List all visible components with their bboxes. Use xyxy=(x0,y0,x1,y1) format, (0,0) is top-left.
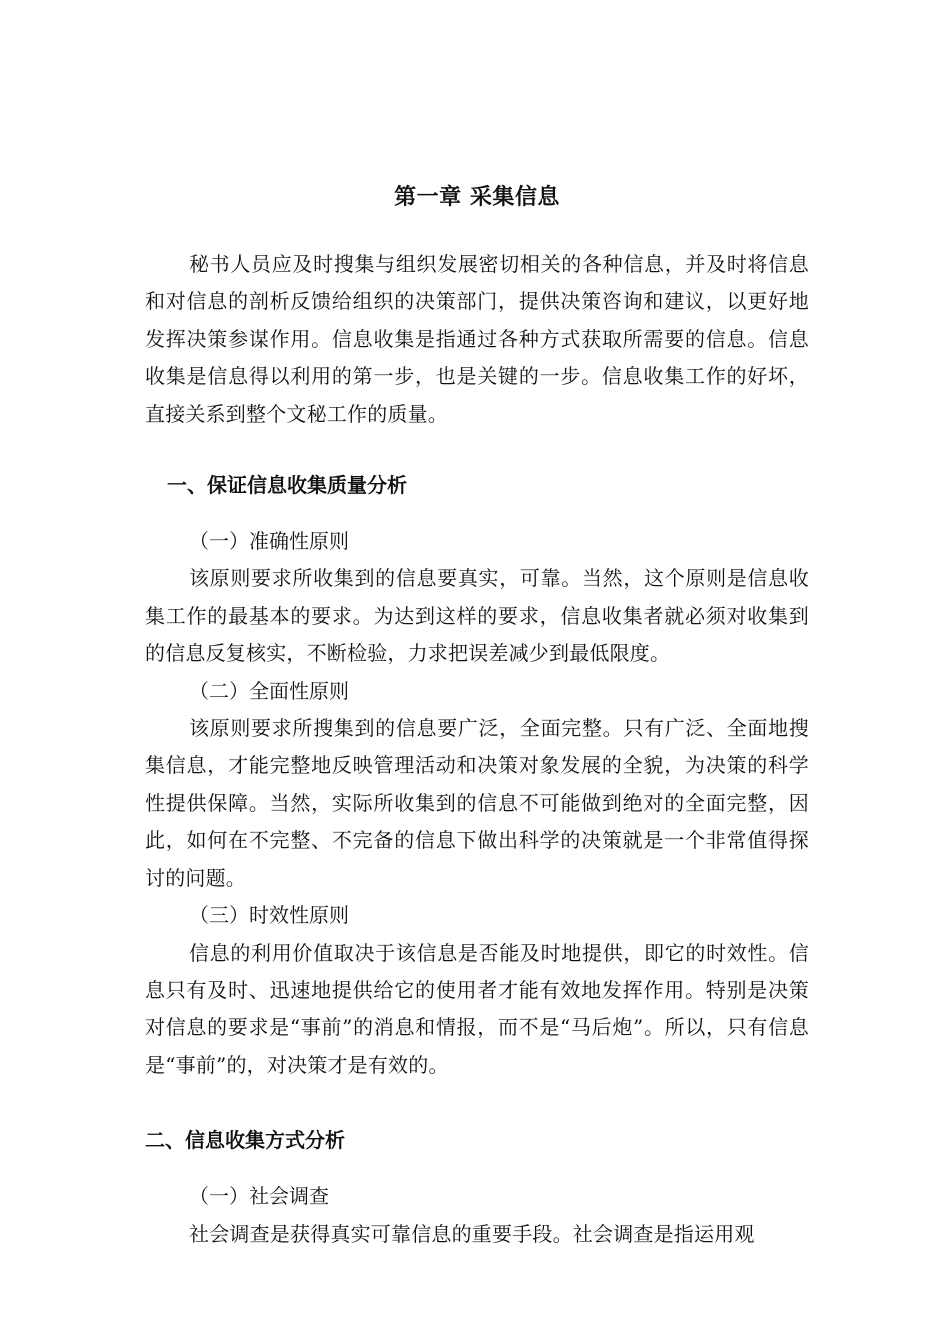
section-2-item-1-title: （一）社会调查 xyxy=(189,1184,329,1209)
section-2-item-1-text: 社会调查是获得真实可靠信息的重要手段。社会调查是指运用观 xyxy=(189,1221,755,1246)
section-1-item-3-text: 信息的利用价值取决于该信息是否能及时地提供，即它的时效性。信息只有及时、迅速地提供给它的使用者才能有效地发挥作用。特别是决策对信息的要求是“事前”的消息和情报，而不是“马后炮”。所以，只有信息是“事前”的，对决策才是有效的。 xyxy=(145,940,809,1077)
section-1-item-2-text: 该原则要求所搜集到的信息要广泛，全面完整。只有广泛、全面地搜集信息，才能完整地反映管理活动和决策对象发展的全貌，为决策的科学性提供保障。当然，实际所收集到的信息不可能做到绝对的全面完整，因此，如何在不完整、不完备的信息下做出科学的决策就是一个非常值得探讨的问题。 xyxy=(145,716,809,890)
section-1-item-1-title: （一）准确性原则 xyxy=(189,529,349,554)
chapter-title: 第一章 采集信息 xyxy=(394,185,560,210)
section-1-heading: 一、保证信息收集质量分析 xyxy=(167,473,407,498)
section-2-heading: 二、信息收集方式分析 xyxy=(145,1128,345,1153)
intro-paragraph: 秘书人员应及时搜集与组织发展密切相关的各种信息，并及时将信息和对信息的剖析反馈给组织的决策部门，提供决策咨询和建议，以更好地发挥决策参谋作用。信息收集是指通过各种方式获取所需要的信息。信息收集是信息得以利用的第一步，也是关键的一步。信息收集工作的好坏，直接关系到整个文秘工作的质量。 xyxy=(145,252,809,426)
section-1-item-2-title: （二）全面性原则 xyxy=(189,678,349,703)
section-1-item-1-text: 该原则要求所收集到的信息要真实，可靠。当然，这个原则是信息收集工作的最基本的要求。为达到这样的要求，信息收集者就必须对收集到的信息反复核实，不断检验，力求把误差减少到最低限度。 xyxy=(145,566,809,666)
section-1-item-3-title: （三）时效性原则 xyxy=(189,903,349,928)
document-body xyxy=(145,178,809,1253)
